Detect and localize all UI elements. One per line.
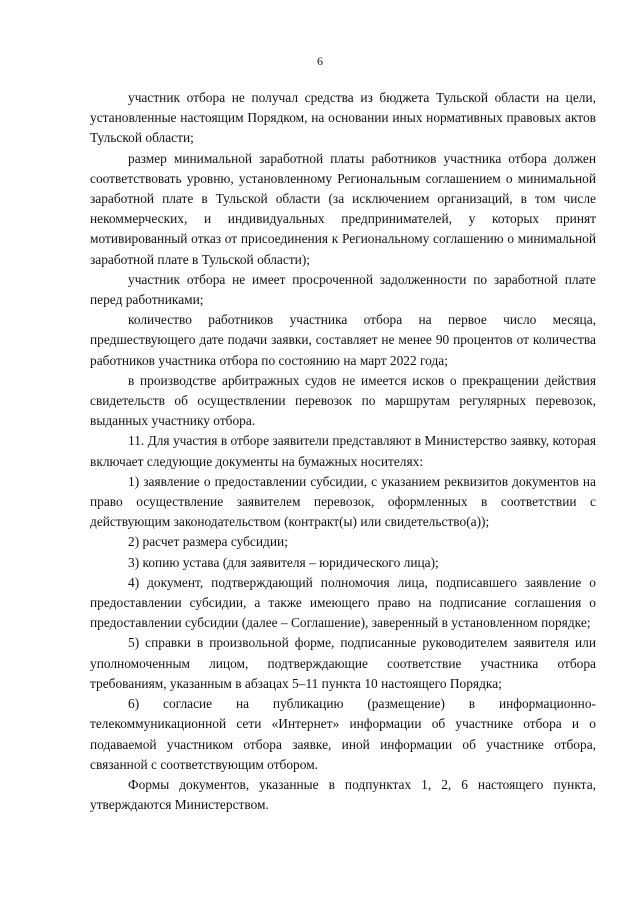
paragraph-subitem-3-charter: 3) копию устава (для заявителя – юридического лица); xyxy=(128,554,439,570)
paragraph-criterion-minimum-wage: размер минимальной заработной платы работников участника отбора должен соответствовать уровню, установленному Региональным соглашением о минимальной заработной плате в Тульской области (за исключением организаций, в том числе некоммерческих, и индивидуальных предпринимателей, у которых принят мотивированный отказ от присоединения к Региональному соглашению о минимальной заработной плате в Тульской области); xyxy=(90,150,596,267)
paragraph-subitem-5-certificates: 5) справки в произвольной форме, подписанные руководителем заявителя или уполномоченным лицом, подтверждающие соответствие участника отбора требованиям, указанным в абзацах 5–11 пункта 10 настоящего Порядка; xyxy=(90,635,596,691)
document-body xyxy=(90,88,596,815)
paragraph-item-11-application: 11. Для участия в отборе заявители представляют в Министерство заявку, которая включает следующие документы на бумажных носителях: xyxy=(90,433,596,469)
paragraph-subitem-1-statement: 1) заявление о предоставлении субсидии, с указанием реквизитов документов на право осуществление заявителем перевозок, оформленных в соответствии с действующим законодательством (контракт(ы) или свидетельство(а)); xyxy=(90,473,596,530)
paragraph-criterion-no-wage-arrears: участник отбора не имеет просроченной задолженности по заработной плате перед работниками; xyxy=(90,271,596,308)
paragraph-document-forms: Формы документов, указанные в подпунктах 1, 2, 6 настоящего пункта, утверждаются Министерством. xyxy=(90,776,596,813)
paragraph-subitem-6-publication-consent: 6) согласие на публикацию (размещение) в информационно-телекоммуникационной сети «Интернет» информации об участнике отбора и о подаваемой участником отбора заявке, иной информации об участнике отбора, связанной с соответствующим отбором. xyxy=(90,696,596,772)
paragraph-subitem-4-authority-document: 4) документ, подтверждающий полномочия лица, подписавшего заявление о предоставлении субсидии, а также имеющего право на подписание соглашения о предоставлении субсидии (далее – Соглашение), заверенный в установленном порядке; xyxy=(90,574,596,631)
page-number: 6 xyxy=(317,54,323,68)
paragraph-criterion-no-arbitration-claims: в производстве арбитражных судов не имеется исков о прекращении действия свидетельств об осуществлении перевозок по маршрутам регулярных перевозок, выданных участнику отбора. xyxy=(90,372,596,429)
paragraph-criterion-no-budget-funds: участник отбора не получал средства из бюджета Тульской области на цели, установленные настоящим Порядком, на основании иных нормативных правовых актов Тульской области; xyxy=(90,90,596,146)
paragraph-subitem-2-calculation: 2) расчет размера субсидии; xyxy=(128,534,288,550)
paragraph-criterion-employee-count: количество работников участника отбора на первое число месяца, предшествующего дате подачи заявки, составляет не менее 90 процентов от количества работников участника отбора по состоянию на март 2022 года; xyxy=(90,312,596,368)
